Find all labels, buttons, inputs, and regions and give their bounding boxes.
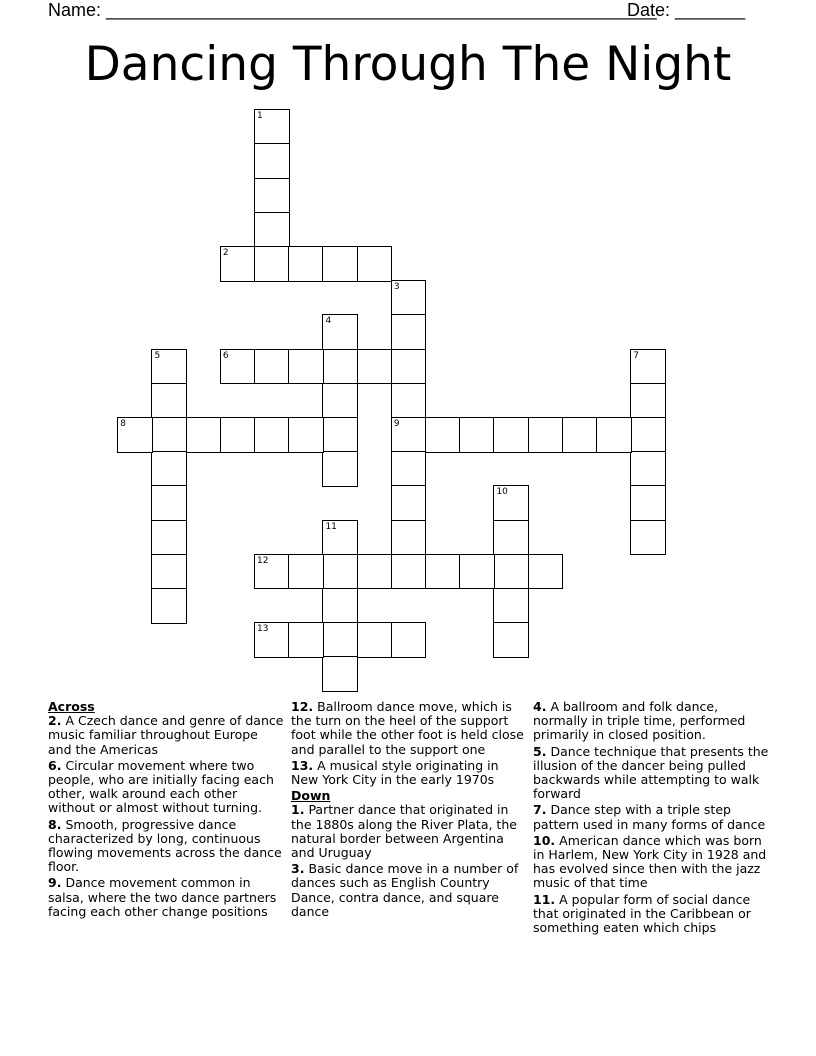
clue-down-4: 4. A ballroom and folk dance, normally in triple time, performed primarily in closed position. — [533, 699, 746, 743]
clue-number: 6 — [222, 350, 229, 361]
grid-cell[interactable] — [630, 451, 666, 487]
page-title: Dancing Through The Night — [84, 37, 732, 92]
clue-down-3: 3. Basic dance move in a number of dances such as English Country Dance, contra dance, and square dance — [291, 861, 519, 919]
grid-cell[interactable] — [151, 554, 187, 590]
grid-cell[interactable] — [322, 520, 358, 556]
grid-cell[interactable] — [220, 349, 256, 385]
grid-cell[interactable] — [391, 554, 427, 590]
grid-cell[interactable] — [322, 417, 358, 453]
grid-cell[interactable] — [151, 588, 187, 624]
grid-cell[interactable] — [630, 417, 666, 453]
grid-cell[interactable] — [493, 417, 529, 453]
grid-cell[interactable] — [151, 451, 187, 487]
grid-cell[interactable] — [322, 314, 358, 350]
grid-cell[interactable] — [322, 383, 358, 419]
clue-across-8: 8. Smooth, progressive dance characterized by long, continuous flowing movements across the dance floor. — [48, 816, 282, 875]
grid-cell[interactable] — [357, 622, 393, 658]
grid-cell[interactable] — [425, 417, 461, 453]
grid-cell[interactable] — [562, 417, 598, 453]
grid-cell[interactable] — [493, 520, 529, 556]
clue-down-5: 5. Dance technique that presents the illusion of the dancer being pulled backwards while attempting to walk forward — [533, 743, 769, 802]
grid-cell[interactable] — [254, 212, 290, 248]
clue-across-12: 12. Ballroom dance move, which is the turn on the heel of the support foot while the other foot is held close and parallel to the support one — [291, 699, 524, 757]
clue-down-10: 10. American dance which was born in Harlem, New York City in 1928 and has evolved since then with the jazz music of that time — [533, 832, 767, 891]
clue-down-11: 11. A popular form of social dance that originated in the Caribbean or something eaten which chips — [533, 891, 751, 936]
grid-cell[interactable] — [528, 554, 564, 590]
grid-cell[interactable] — [254, 417, 290, 453]
grid-cell[interactable] — [322, 622, 358, 658]
grid-cell[interactable] — [425, 554, 461, 590]
name-field-label[interactable]: Name: _______________________________________________________ — [48, 0, 657, 20]
clue-across-13: 13. A musical style originating in New York City in the early 1970s — [291, 757, 499, 788]
clue-number: 7 — [633, 350, 639, 361]
clue-number: 11 — [325, 521, 337, 532]
grid-cell[interactable] — [220, 246, 256, 282]
clue-number: 1 — [257, 111, 263, 122]
clue-across-9: 9. Dance movement common in salsa, where the two dance partners facing each other change positions — [48, 875, 277, 919]
grid-cell[interactable] — [459, 417, 495, 453]
grid-cell[interactable] — [391, 314, 427, 350]
grid-cell[interactable] — [391, 383, 427, 419]
grid-cell[interactable] — [151, 349, 187, 385]
grid-cell[interactable] — [391, 280, 427, 316]
grid-cell[interactable] — [391, 349, 427, 385]
across-heading: Across — [48, 699, 95, 714]
grid-cell[interactable] — [288, 246, 324, 282]
grid-cell[interactable] — [322, 656, 358, 692]
clue-down-1: 1. Partner dance that originated in the 1880s along the River Plata, the natural border between Argentina and Uruguay — [291, 802, 517, 861]
grid-cell[interactable] — [322, 451, 358, 487]
grid-cell[interactable] — [254, 109, 290, 145]
grid-cell[interactable] — [493, 554, 529, 590]
clue-column-1 — [48, 700, 284, 921]
clue-column-2 — [291, 700, 527, 921]
grid-cell[interactable] — [493, 588, 529, 624]
grid-cell[interactable] — [630, 349, 666, 385]
grid-cell[interactable] — [596, 417, 632, 453]
grid-cell[interactable] — [528, 417, 564, 453]
grid-cell[interactable] — [322, 588, 358, 624]
grid-cell[interactable] — [357, 349, 393, 385]
clue-number: 3 — [393, 282, 400, 293]
clue-number: 5 — [154, 350, 161, 361]
grid-cell[interactable] — [493, 485, 529, 521]
clue-column-3 — [533, 700, 769, 937]
grid-cell[interactable] — [151, 383, 187, 419]
grid-cell[interactable] — [288, 622, 324, 658]
clue-number: 4 — [325, 316, 332, 327]
clue-across-6: 6. Circular movement where two people, who are initially facing each other, walk around each other without or almost without turning. — [48, 757, 274, 816]
grid-cell[interactable] — [357, 246, 393, 282]
grid-cell[interactable] — [117, 417, 153, 453]
grid-cell[interactable] — [391, 417, 427, 453]
grid-cell[interactable] — [322, 246, 358, 282]
grid-cell[interactable] — [151, 520, 187, 556]
grid-cell[interactable] — [254, 143, 290, 179]
grid-cell[interactable] — [288, 417, 324, 453]
down-heading: Down — [291, 788, 331, 804]
grid-cell[interactable] — [391, 451, 427, 487]
grid-cell[interactable] — [288, 349, 324, 385]
grid-cell[interactable] — [322, 349, 358, 385]
grid-cell[interactable] — [186, 417, 222, 453]
grid-cell[interactable] — [254, 246, 290, 282]
grid-cell[interactable] — [459, 554, 495, 590]
grid-cell[interactable] — [220, 417, 256, 453]
grid-cell[interactable] — [254, 178, 290, 214]
grid-cell[interactable] — [630, 383, 666, 419]
clue-number: 8 — [120, 419, 126, 430]
grid-cell[interactable] — [254, 349, 290, 385]
clue-number: 12 — [257, 555, 269, 566]
grid-cell[interactable] — [288, 554, 324, 590]
grid-cell[interactable] — [151, 485, 187, 521]
grid-cell[interactable] — [391, 520, 427, 556]
grid-cell[interactable] — [391, 485, 427, 521]
clue-across-2: 2. A Czech dance and genre of dance music familiar throughout Europe and the Americas — [48, 713, 284, 757]
grid-cell[interactable] — [322, 554, 358, 590]
grid-cell[interactable] — [630, 520, 666, 556]
clue-number: 13 — [257, 624, 269, 635]
clue-number: 10 — [496, 487, 508, 498]
grid-cell[interactable] — [630, 485, 666, 521]
grid-cell[interactable] — [151, 417, 187, 453]
date-field-label[interactable]: Date: _______ — [627, 0, 746, 20]
clue-number: 2 — [222, 248, 229, 259]
clue-number: 9 — [393, 419, 400, 430]
grid-cell[interactable] — [391, 622, 427, 658]
grid-cell[interactable] — [254, 554, 290, 590]
grid-cell[interactable] — [493, 622, 529, 658]
grid-cell[interactable] — [357, 554, 393, 590]
clue-down-7: 7. Dance step with a triple step pattern used in many forms of dance — [533, 802, 766, 832]
grid-cell[interactable] — [254, 622, 290, 658]
